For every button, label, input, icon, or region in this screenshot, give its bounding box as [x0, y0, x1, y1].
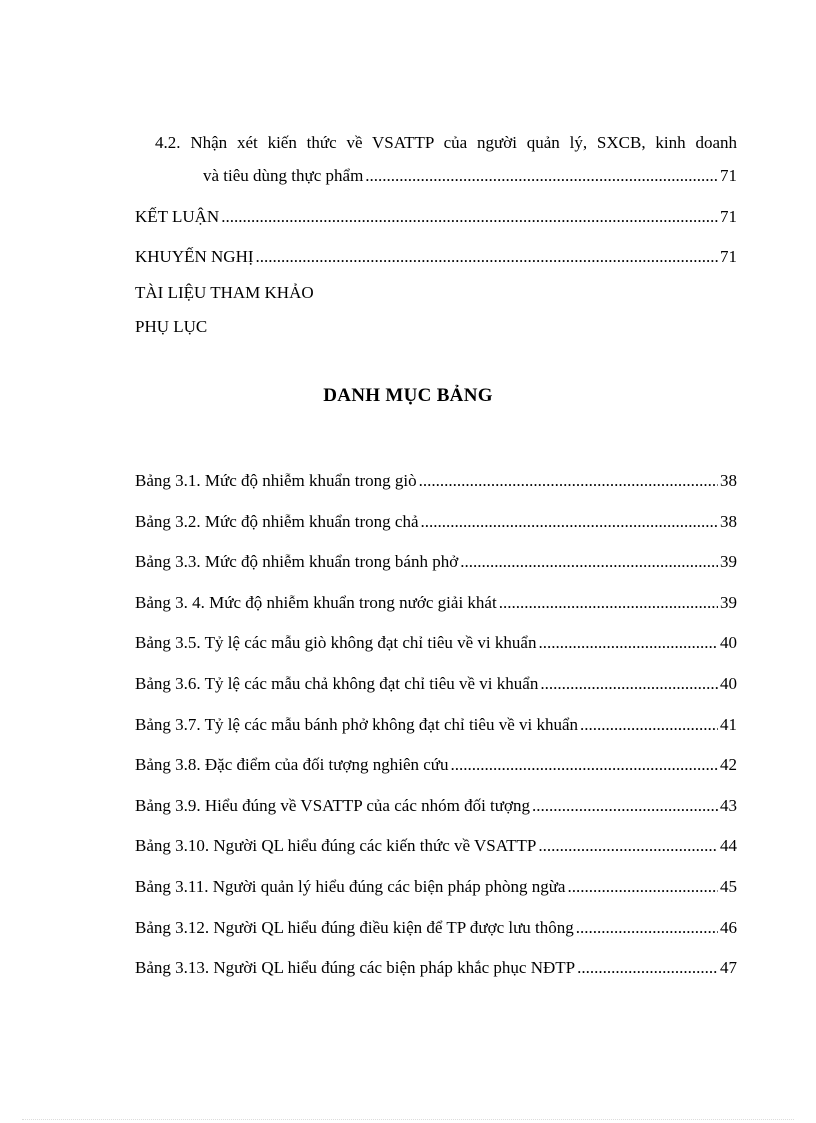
- table-list-item: [135, 796, 737, 816]
- table-list-page-number: 40: [720, 633, 737, 653]
- table-list-page-number: 46: [720, 917, 737, 937]
- table-list-item: [135, 877, 737, 897]
- table-list-label: Bảng 3.7. Tỷ lệ các mẫu bánh phở không đạt chỉ tiêu về vi khuẩn: [135, 714, 579, 734]
- table-list-item: [135, 836, 737, 856]
- toc-item-phu-luc: [135, 317, 207, 337]
- table-list-label: Bảng 3.1. Mức độ nhiễm khuẩn trong giò: [135, 471, 417, 490]
- toc-leader-dots: [577, 958, 718, 978]
- table-list-page-number: 45: [720, 877, 737, 896]
- toc-leader-dots: [419, 471, 718, 491]
- toc-item-4-2-text-cont: và tiêu dùng thực phẩm: [203, 166, 364, 185]
- toc-leader-dots: [580, 715, 718, 735]
- table-list-label: Bảng 3.13. Người QL hiểu đúng các biện pháp khắc phục NĐTP: [135, 958, 576, 978]
- toc-leader-dots: [532, 796, 718, 816]
- toc-item-4-2-line1: [155, 133, 737, 153]
- toc-item-4-2-line2: [203, 166, 737, 186]
- toc-page-number: 71: [720, 247, 737, 266]
- table-list-page-number: 42: [720, 755, 737, 775]
- table-list-page-number: 43: [720, 795, 737, 815]
- table-list-page-number: 44: [720, 836, 737, 856]
- page-edge-divider: [22, 1119, 794, 1120]
- toc-leader-dots: [451, 755, 718, 775]
- table-list-item: [135, 471, 737, 491]
- table-list-label: Bảng 3.3. Mức độ nhiễm khuẩn trong bánh phở: [135, 552, 459, 572]
- table-list-item: [135, 918, 737, 938]
- toc-leader-dots: [421, 512, 718, 532]
- table-list-page-number: 39: [720, 592, 737, 612]
- table-list-page-number: 40: [720, 674, 737, 693]
- table-list-item: [135, 633, 737, 653]
- toc-item-label: TÀI LIỆU THAM KHẢO: [135, 283, 314, 302]
- toc-page-number: 71: [720, 207, 737, 226]
- toc-item-tai-lieu: [135, 283, 314, 303]
- toc-leader-dots: [567, 877, 718, 897]
- toc-leader-dots: [576, 918, 718, 938]
- table-list-label: Bảng 3.9. Hiểu đúng về VSATTP của các nhóm đối tượng: [135, 795, 530, 815]
- toc-leader-dots: [538, 836, 718, 856]
- table-list-page-number: 41: [720, 714, 737, 734]
- toc-leader-dots: [499, 593, 718, 613]
- toc-page-number: 71: [720, 166, 737, 185]
- table-list-label: Bảng 3.5. Tỷ lệ các mẫu giò không đạt chỉ tiêu về vi khuẩn: [135, 633, 537, 653]
- table-list-item: [135, 755, 737, 775]
- table-list-label: Bảng 3.8. Đặc điểm của đối tượng nghiên cứu: [135, 755, 449, 775]
- toc-item-label: KHUYẾN NGHỊ: [135, 247, 254, 266]
- table-list-label: Bảng 3.10. Người QL hiểu đúng các kiến thức về VSATTP: [135, 836, 537, 856]
- section-title: DANH MỤC BẢNG: [323, 385, 493, 406]
- toc-leader-dots: [460, 552, 718, 572]
- table-list-label: Bảng 3.6. Tỷ lệ các mẫu chả không đạt chỉ tiêu về vi khuẩn: [135, 674, 539, 693]
- toc-item-ket-luan: [135, 207, 737, 227]
- toc-leader-dots: [221, 207, 718, 227]
- toc-leader-dots: [365, 166, 718, 186]
- toc-leader-dots: [538, 633, 718, 653]
- table-list-page-number: 39: [720, 552, 737, 572]
- table-list-page-number: 38: [720, 471, 737, 490]
- table-list-page-number: 47: [720, 958, 737, 978]
- table-list-item: [135, 552, 737, 572]
- table-list-label: Bảng 3.12. Người QL hiểu đúng điều kiện để TP được lưu thông: [135, 917, 574, 937]
- toc-item-4-2-text: 4.2. Nhận xét kiến thức về VSATTP của người quản lý, SXCB, kinh doanh: [155, 133, 737, 152]
- table-list-item: [135, 593, 737, 613]
- toc-item-khuyen-nghi: [135, 247, 737, 267]
- table-list-label: Bảng 3. 4. Mức độ nhiễm khuẩn trong nước giải khát: [135, 592, 497, 612]
- table-list-page-number: 38: [720, 511, 737, 531]
- table-list-item: [135, 958, 737, 978]
- toc-item-label: PHỤ LỤC: [135, 317, 208, 336]
- toc-leader-dots: [540, 674, 718, 694]
- table-list-label: Bảng 3.2. Mức độ nhiễm khuẩn trong chả: [135, 511, 419, 531]
- toc-leader-dots: [256, 247, 718, 267]
- table-list-item: [135, 674, 737, 694]
- table-list-item: [135, 715, 737, 735]
- table-list-item: [135, 512, 737, 532]
- toc-item-label: KẾT LUẬN: [135, 207, 220, 226]
- table-list-label: Bảng 3.11. Người quản lý hiểu đúng các biện pháp phòng ngừa: [135, 877, 566, 896]
